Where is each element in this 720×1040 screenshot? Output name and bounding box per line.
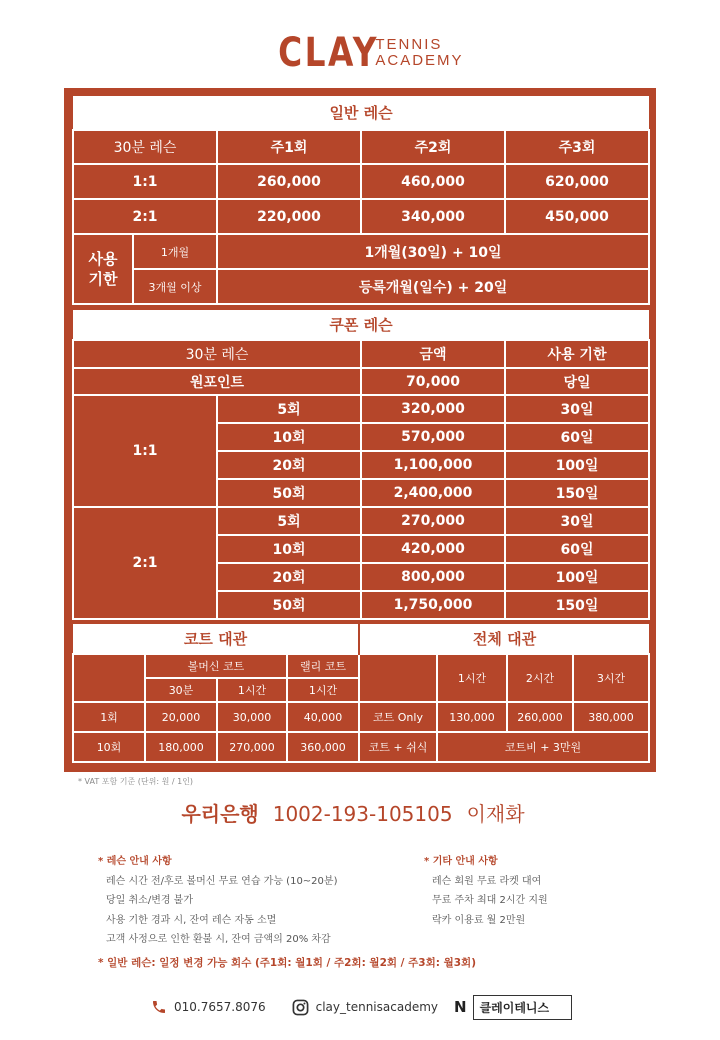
contact-bar — [150, 994, 590, 1020]
row-label: 1회 — [73, 702, 145, 732]
price-cell: 코트비 + 3만원 — [437, 732, 649, 762]
full-corner — [359, 654, 437, 702]
price-cell: 420,000 — [361, 535, 505, 563]
logo-line-2: ACADEMY — [375, 52, 464, 69]
price-cell: 360,000 — [287, 732, 359, 762]
period-cell: 100일 — [505, 451, 649, 479]
row-label: 2:1 — [73, 199, 217, 234]
group-label: 2:1 — [73, 507, 217, 619]
bank-info — [0, 798, 720, 827]
general-lesson-table — [72, 96, 650, 305]
other-notes — [424, 852, 548, 930]
price-cell: 30,000 — [217, 702, 287, 732]
price-cell: 180,000 — [145, 732, 217, 762]
price-cell: 570,000 — [361, 423, 505, 451]
onepoint-label: 원포인트 — [73, 368, 361, 395]
general-col: 주2회 — [361, 130, 505, 164]
count-cell: 50회 — [217, 591, 361, 619]
price-cell: 260,000 — [507, 702, 573, 732]
table-row — [73, 164, 649, 199]
table-row — [73, 368, 649, 395]
list-item: 고객 사정으로 인한 환불 시, 잔여 금액의 20% 차감 — [106, 934, 331, 945]
table-row — [73, 234, 649, 269]
naver-icon: N — [454, 998, 467, 1016]
bank-account: 1002-193-105105 — [272, 802, 453, 826]
row-label: 1:1 — [73, 164, 217, 199]
period-cell: 30일 — [505, 507, 649, 535]
usage-period-label: 1개월 — [133, 234, 217, 269]
price-cell: 460,000 — [361, 164, 505, 199]
table-row — [73, 732, 649, 762]
instagram-icon — [292, 998, 310, 1016]
usage-label — [73, 234, 133, 304]
lesson-notes-title: * 레슨 안내 사항 — [98, 856, 172, 867]
list-item: 락카 이용료 월 2만원 — [432, 914, 526, 926]
general-lesson-title: 일반 레슨 — [73, 96, 649, 130]
bank-name: 우리은행 — [181, 802, 259, 826]
price-cell: 270,000 — [361, 507, 505, 535]
count-cell: 5회 — [217, 395, 361, 423]
rally-label: 랠리 코트 — [287, 654, 359, 678]
logo-line-1: TENNIS — [375, 36, 443, 53]
count-cell: 10회 — [217, 535, 361, 563]
period-cell: 60일 — [505, 423, 649, 451]
full-col: 3시간 — [573, 654, 649, 702]
court-corner — [73, 654, 145, 702]
list-item: 레슨 회원 무료 라켓 대여 — [432, 875, 542, 887]
usage-period-value: 1개월(30일) + 10일 — [217, 234, 649, 269]
price-cell: 270,000 — [217, 732, 287, 762]
logo — [0, 30, 720, 76]
list-item: 사용 기한 경과 시, 잔여 레슨 자동 소멸 — [106, 914, 277, 926]
duration-cell: 1시간 — [287, 678, 359, 702]
instagram-handle[interactable]: clay_tennisacademy — [315, 1000, 438, 1014]
coupon-lesson-title: 쿠폰 레슨 — [73, 310, 649, 340]
vat-note: * VAT 포함 기준 (단위: 원 / 1인) — [78, 777, 194, 786]
coupon-col-period: 사용 기한 — [505, 340, 649, 368]
usage-label-line: 사용 — [88, 250, 118, 268]
duration-cell: 30분 — [145, 678, 217, 702]
count-cell: 10회 — [217, 423, 361, 451]
period-cell: 30일 — [505, 395, 649, 423]
price-cell: 1,750,000 — [361, 591, 505, 619]
row-label: 코트 Only — [359, 702, 437, 732]
lesson-notes — [98, 852, 337, 950]
list-item: 당일 취소/변경 불가 — [106, 895, 194, 906]
count-cell: 20회 — [217, 563, 361, 591]
coupon-corner: 30분 레슨 — [73, 340, 361, 368]
price-cell: 40,000 — [287, 702, 359, 732]
price-cell: 800,000 — [361, 563, 505, 591]
list-item: 무료 주차 최대 2시간 지원 — [432, 895, 548, 906]
price-cell: 320,000 — [361, 395, 505, 423]
logo-main: CLAY — [278, 30, 380, 76]
price-frame — [64, 88, 656, 772]
period-cell: 당일 — [505, 368, 649, 395]
usage-label-line: 기한 — [88, 270, 118, 288]
price-cell: 1,100,000 — [361, 451, 505, 479]
row-label: 코트 + 쉬식 — [359, 732, 437, 762]
other-notes-title: * 기타 안내 사항 — [424, 856, 498, 867]
list-item: 레슨 시간 전/후로 볼머신 무료 연습 가능 (10~20분) — [106, 875, 338, 887]
full-rental-title: 전체 대관 — [359, 624, 649, 654]
table-row — [73, 702, 649, 732]
table-row — [73, 395, 649, 423]
usage-period-label: 3개월 이상 — [133, 269, 217, 304]
count-cell: 5회 — [217, 507, 361, 535]
general-col: 주3회 — [505, 130, 649, 164]
count-cell: 50회 — [217, 479, 361, 507]
full-col: 1시간 — [437, 654, 507, 702]
price-cell: 340,000 — [361, 199, 505, 234]
coupon-col-price: 금액 — [361, 340, 505, 368]
bank-holder: 이재화 — [466, 802, 525, 826]
duration-cell: 1시간 — [217, 678, 287, 702]
price-cell: 130,000 — [437, 702, 507, 732]
logo-sub — [375, 37, 463, 69]
price-cell: 2,400,000 — [361, 479, 505, 507]
naver-search-box[interactable]: 클레이테니스 — [473, 995, 573, 1020]
general-corner: 30분 레슨 — [73, 130, 217, 164]
price-cell: 450,000 — [505, 199, 649, 234]
price-cell: 70,000 — [361, 368, 505, 395]
table-row — [73, 269, 649, 304]
price-cell: 260,000 — [217, 164, 361, 199]
usage-period-value: 등록개월(일수) + 20일 — [217, 269, 649, 304]
coupon-lesson-table — [72, 310, 650, 620]
table-row — [73, 199, 649, 234]
phone-number[interactable]: 010.7657.8076 — [174, 1000, 266, 1014]
row-label: 10회 — [73, 732, 145, 762]
general-col: 주1회 — [217, 130, 361, 164]
court-rental-title: 코트 대관 — [73, 624, 359, 654]
period-cell: 100일 — [505, 563, 649, 591]
price-cell: 620,000 — [505, 164, 649, 199]
price-cell: 220,000 — [217, 199, 361, 234]
count-cell: 20회 — [217, 451, 361, 479]
period-cell: 150일 — [505, 479, 649, 507]
price-cell: 380,000 — [573, 702, 649, 732]
phone-icon — [150, 998, 168, 1016]
table-row — [73, 507, 649, 535]
ballmachine-label: 볼머신 코트 — [145, 654, 287, 678]
full-col: 2시간 — [507, 654, 573, 702]
price-cell: 20,000 — [145, 702, 217, 732]
schedule-policy: * 일반 레슨: 일정 변경 가능 회수 (주1회: 월1회 / 주2회: 월2회 / 주3회: 월3회) — [98, 957, 476, 969]
period-cell: 150일 — [505, 591, 649, 619]
rental-table — [72, 624, 650, 763]
group-label: 1:1 — [73, 395, 217, 507]
period-cell: 60일 — [505, 535, 649, 563]
